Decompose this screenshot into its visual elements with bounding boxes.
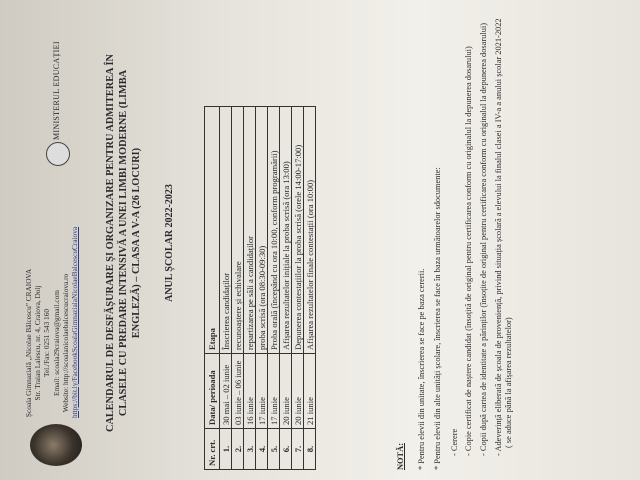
row-nr: 2. <box>232 429 244 470</box>
header-stage: Etapa <box>205 107 220 354</box>
list-item: - Cerere <box>449 428 459 456</box>
row-date: 20 iunie <box>280 354 292 429</box>
row-nr: 3. <box>244 429 256 470</box>
row-stage: Depunerea contestațiilor la proba scrisă (orele 14:00-17:00) <box>292 107 304 354</box>
school-address: Str. Traian Lalescu, nr. 4, Craiova, Dolj <box>33 285 43 401</box>
notes-section <box>396 15 519 470</box>
title-line-1: CALENDARUL DE DESFĂȘURARE ȘI ORGANIZARE PENTRU ADMITEREA ÎN <box>105 54 116 432</box>
school-year: ANUL ȘCOLAR 2022-2023 <box>164 184 175 302</box>
table-row <box>244 107 256 470</box>
school-facebook-link[interactable]: https://bit.ly/FacebookScoalaGimnazialaNicolaeBalcescuCraiova <box>70 226 80 418</box>
row-stage: Proba orală (începând cu ora 10:00, conform programării) <box>268 107 280 354</box>
row-date: 21 iunie <box>304 354 316 429</box>
letterhead <box>4 16 100 466</box>
calendar-table <box>204 106 316 470</box>
school-info <box>24 226 80 418</box>
row-nr: 7. <box>292 429 304 470</box>
row-stage: Înscrierea candidaților <box>220 107 232 354</box>
list-item: - Copie certificat de naștere candidat (însoțită de original pentru certificarea conform cu originalul la depunerea dosarului) <box>464 46 474 456</box>
row-stage: Afișarea rezultatelor finale contestații (ora 10:00) <box>304 107 316 354</box>
list-item: - Copii după cartea de identitate a părinților (însoțite de original pentru certificarea conform cu originalul la depunerea dosarului) <box>478 22 488 456</box>
school-email: Email: scoala29craiova@gmail.com <box>51 290 61 397</box>
document-sheet <box>4 8 629 478</box>
row-nr: 8. <box>304 429 316 470</box>
row-stage: proba scrisă (ora 08:30-09:30) <box>256 107 268 354</box>
title-line-3: ENGLEZĂ) – CLASA A V-A (26 LOCURI) <box>131 147 142 339</box>
row-date: 30 mai – 02 iunie <box>220 354 232 429</box>
row-nr: 4. <box>256 429 268 470</box>
header-date: Data/ perioada <box>205 354 220 429</box>
ministry-name: MINISTERUL EDUCAȚIEI <box>52 41 61 140</box>
row-stage: recunoaștere și echivalare <box>232 107 244 354</box>
header-nr: Nr. crt. <box>205 429 220 470</box>
documents-list <box>450 15 515 456</box>
row-date: 17 iunie <box>268 354 280 429</box>
table-header-row <box>205 107 220 470</box>
row-date: 20 iunie <box>292 354 304 429</box>
table-row <box>256 107 268 470</box>
title-line-2: CLASELE CU PREDARE INTENSIVĂ A UNEI LIMBI MODERNE (LIMBA <box>118 69 129 417</box>
table-row <box>304 107 316 470</box>
table-row <box>280 107 292 470</box>
row-date: 03 iunie – 06 iunie <box>232 354 244 429</box>
row-nr: 1. <box>220 429 232 470</box>
row-nr: 5. <box>268 429 280 470</box>
page-title <box>104 28 143 458</box>
row-date: 16 iunie <box>244 354 256 429</box>
table-row <box>268 107 280 470</box>
row-stage: repartizarea pe săli a candidaților <box>244 107 256 354</box>
school-name: Școala Gimnazială „Nicolae Bălcescu” CRAIOVA <box>24 268 33 418</box>
table-row <box>292 107 304 470</box>
row-nr: 6. <box>280 429 292 470</box>
row-stage: Afișarea rezultatelor inițiale la proba scrisă (ora 13:00) <box>280 107 292 354</box>
table-row <box>220 107 232 470</box>
list-item: - Adeverință eliberată de școala de proveniență, privind situația școlară a elevului la finalul clasei a IV-a a anului școlar 2021-2022 ( se aduce până la afișarea rezultatelor) <box>493 18 514 456</box>
note-internal-students: * Pentru elevii din unitate, înscrierea se face pe baza cererii. <box>416 268 426 470</box>
row-date: 17 iunie <box>256 354 268 429</box>
ministry-seal-icon <box>46 142 70 166</box>
table-row <box>232 107 244 470</box>
school-phone: Tel./Fax: 0251 543 160 <box>42 309 52 377</box>
school-website: Website: http://scoalanicolaebalcescucraiova.ro <box>60 273 70 413</box>
note-external-students: * Pentru elevii din alte unități școlare, înscrierea se face în baza următoarelor sdocumente: <box>433 167 443 470</box>
notes-heading: NOTĂ: <box>396 443 405 470</box>
ministry-logo <box>46 16 70 166</box>
school-portrait-logo <box>30 424 82 466</box>
